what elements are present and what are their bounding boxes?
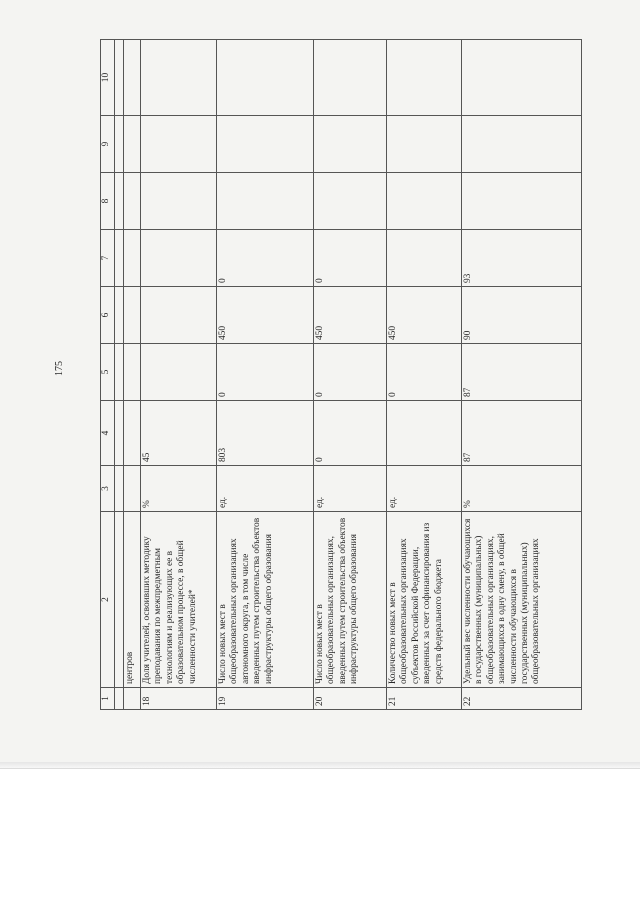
- value-cell: 450: [217, 287, 314, 344]
- value-cell: [314, 40, 387, 116]
- continuation-text: центров: [124, 512, 141, 688]
- indicator-name: Число новых мест в общеобразовательных организациях, введенных путем строительства объектов инфраструктуры общего образования: [314, 512, 387, 688]
- table-row: [462, 40, 582, 710]
- spacer-row: [115, 40, 124, 710]
- value-cell: [462, 173, 582, 230]
- value-cell: [387, 173, 462, 230]
- value-cell: [387, 401, 462, 466]
- value-cell: 0: [314, 401, 387, 466]
- value-cell: 87: [462, 344, 582, 401]
- rotated-table-wrapper: [100, 40, 640, 710]
- value-cell: 93: [462, 230, 582, 287]
- header-cell: 9: [101, 116, 115, 173]
- header-cell: 5: [101, 344, 115, 401]
- value-cell: [141, 287, 217, 344]
- header-cell: 10: [101, 40, 115, 116]
- row-number: 22: [462, 688, 582, 710]
- value-cell: [387, 230, 462, 287]
- value-cell: 0: [217, 230, 314, 287]
- value-cell: 45: [141, 401, 217, 466]
- row-number: 18: [141, 688, 217, 710]
- header-cell: 1: [101, 688, 115, 710]
- value-cell: 803: [217, 401, 314, 466]
- unit-cell: ед.: [217, 466, 314, 512]
- indicator-name: Число новых мест в общеобразовательных организациях автономного округа, в том числе введенных путем строительства объектов инфраструктуры общего образования: [217, 512, 314, 688]
- header-cell: 3: [101, 466, 115, 512]
- unit-cell: ед.: [387, 466, 462, 512]
- value-cell: 0: [314, 230, 387, 287]
- value-cell: [141, 230, 217, 287]
- value-cell: [314, 173, 387, 230]
- value-cell: [141, 344, 217, 401]
- unit-cell: %: [141, 466, 217, 512]
- header-cell: 8: [101, 173, 115, 230]
- value-cell: 90: [462, 287, 582, 344]
- unit-cell: ед.: [314, 466, 387, 512]
- value-cell: 0: [314, 344, 387, 401]
- indicators-table: [100, 39, 582, 710]
- header-row: [101, 40, 115, 710]
- row-number: 19: [217, 688, 314, 710]
- value-cell: 450: [387, 287, 462, 344]
- indicator-name: Удельный вес численности обучающихся в государственных (муниципальных) общеобразовательных организациях, занимающихся в одну смену, в общей численности обучающихся в государственных (муниципальных) общеобразовательных организациях: [462, 512, 582, 688]
- header-cell: 6: [101, 287, 115, 344]
- header-cell: 4: [101, 401, 115, 466]
- value-cell: [314, 116, 387, 173]
- header-cell: 2: [101, 512, 115, 688]
- value-cell: 450: [314, 287, 387, 344]
- value-cell: 87: [462, 401, 582, 466]
- value-cell: [217, 173, 314, 230]
- value-cell: [141, 116, 217, 173]
- value-cell: 0: [217, 344, 314, 401]
- value-cell: [217, 40, 314, 116]
- indicator-name: Доля учителей, освоивших методику преподавания по межпредметным технологиям и реализующих ее в образовательном процессе, в общей численности учителей*: [141, 512, 217, 688]
- value-cell: [462, 116, 582, 173]
- value-cell: [387, 116, 462, 173]
- continuation-row: [124, 40, 141, 710]
- page-number: 175: [54, 361, 65, 376]
- row-number: 21: [387, 688, 462, 710]
- table-row: [314, 40, 387, 710]
- value-cell: [141, 40, 217, 116]
- value-cell: [141, 173, 217, 230]
- header-cell: 7: [101, 230, 115, 287]
- value-cell: [387, 40, 462, 116]
- value-cell: [217, 116, 314, 173]
- table-row: [387, 40, 462, 710]
- unit-cell: %: [462, 466, 582, 512]
- value-cell: 0: [387, 344, 462, 401]
- indicator-name: Количество новых мест в общеобразовательных организациях субъектов Российской Федерации, введенных за счет софинансирования из средств федерального бюджета: [387, 512, 462, 688]
- table-row: [217, 40, 314, 710]
- value-cell: [462, 40, 582, 116]
- row-number: 20: [314, 688, 387, 710]
- table-row: [141, 40, 217, 710]
